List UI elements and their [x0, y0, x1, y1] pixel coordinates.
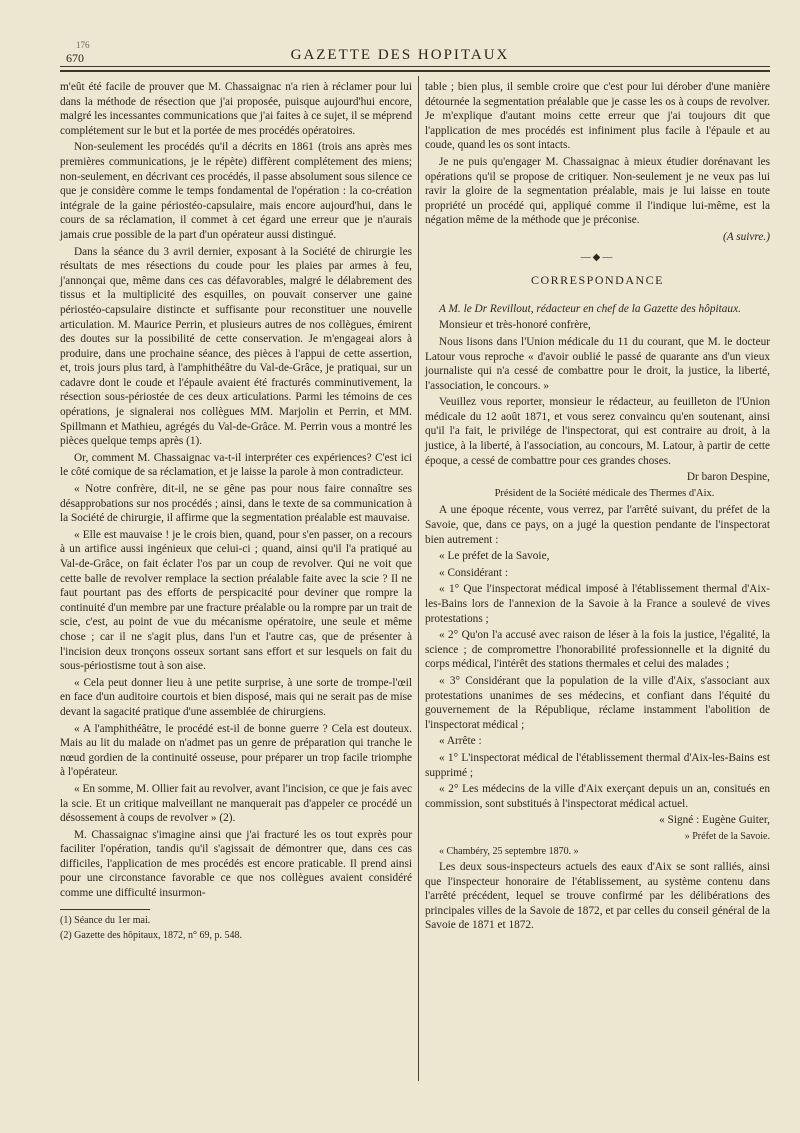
decree-line: « Le préfet de la Savoie, — [439, 550, 550, 563]
signature-name: Dr baron Despine, — [686, 471, 770, 484]
right-column — [425, 80, 770, 935]
to-follow-note: (A suivre.) — [722, 230, 770, 243]
decree-line: « 1° L'inspectorat médical de l'établissement thermal d'Aix-les-Bains est supprimé ; — [425, 751, 770, 779]
decree-signature-title: » Préfet de la Savoie. — [684, 830, 770, 842]
section-ornament: —◆— — [580, 251, 615, 263]
quote-paragraph: « Elle est mauvaise ! je le crois bien, quand, pour s'en passer, on a recours à un artifice aussi ingénieux que celui-ci ; quand, ainsi qu'il l'a pratiqué au Val-de-Grâce, on fait éclater l'os par un coup de revolver. Qui ne voit que cette balle de revolver remplace la section préalable faite avec la scie ? Il ne faut pourtant pas des efforts de perspicacité pour deviner que rompre la continuité d'un membre par une fracture préalable ou la rompre par un trait de scie, c'est, au point de vue du mécanisme opératoire, une seule et même chose ; car il ne s'agit plus, dans l'un et l'autre cas, que de présenter à l'incision deux tronçons osseux sortant sans effort et sur lesquels on fait du sous-périostisme tout à son aise. — [60, 528, 412, 673]
quote-paragraph: « A l'amphithéâtre, le procédé est-il de bonne guerre ? Cela est douteux. Mais au lit du malade on n'admet pas un genre de préparation qui tranche le nœud gordien de la continuité osseuse, pour préparer un trop facile triomphe à l'opérateur. — [60, 722, 412, 779]
paragraph: Or, comment M. Chassaignac va-t-il interpréter ces expériences? C'est ici le côté comique de sa réclamation, et je laisse la parole à mon contradicteur. — [60, 451, 412, 479]
decree-dateline: « Chambéry, 25 septembre 1870. » — [439, 845, 579, 857]
paragraph: A une époque récente, vous verrez, par l'arrêté suivant, du préfet de la Savoie, que, dans ce pays, on a jugé la question pendante de l'inspectorat bien autrement : — [425, 504, 770, 546]
paragraph: Les deux sous-inspecteurs actuels des eaux d'Aix se sont ralliés, ainsi que l'inspecteur honoraire de l'établissement, au système contenu dans l'arrêté précédent, lequel se trouve confirmé par les délibérations des principales villes de la Savoie de 1872, et par celles du conseil général de la Savoie de 1871 et 1872. — [425, 860, 770, 932]
decree-line: « 1° Que l'inspectorat médical imposé à l'établissement thermal d'Aix-les-Bains lors de l'annexion de la Savoie à la France a soulevé de vives protestations ; — [425, 583, 770, 625]
running-title: GAZETTE DES HOPITAUX — [290, 47, 510, 63]
paragraph: Nous lisons dans l'Union médicale du 11 du courant, que M. le docteur Latour vous reproche « d'avoir oublié le passé de quarante ans d'un vieux journaliste qui n'a cessé de combattre pour le droit, la justice, la liberté, l'association, le concours. » — [425, 335, 770, 392]
quote-paragraph: « En somme, M. Ollier fait au revolver, avant l'incision, ce que je fais avec la scie. Et un critique malveillant ne manquerait pas d'appeler ce procédé un désossement à coups de revolver » (2). — [60, 782, 412, 825]
left-column — [60, 80, 412, 944]
letter-address: A M. le Dr Revillout, rédacteur en chef de la Gazette des hôpitaux. — [439, 302, 741, 315]
paragraph: Non-seulement les procédés qu'il a décrits en 1861 (trois ans après mes premières communications, je le répète) diffèrent complétement des miens; non-seulement, en décrivant ces procédés, il passe absolument sous silence ce que je considère comme le temps fondamental de l'opération : la co-création intégrale de la gaine périostéo-capsulaire, mais encore aujourd'hui, dans le cours de sa réclamation, il commet à cet égard une erreur que je n'aurais jamais crue possible de la part d'un opérateur aussi distingué. — [60, 141, 412, 241]
column-divider — [418, 76, 419, 1081]
letter-salutation: Monsieur et très-honoré confrère, — [439, 319, 591, 332]
page-number-top: 176 — [76, 40, 90, 50]
quote-paragraph: « Notre confrère, dit-il, ne se gêne pas pour nous faire connaître ses désapprobations sur nos procédés ; ainsi, dans le texte de sa communication à la Société de chirurgie, il affirme que la segmentation préalable est mauvaise. — [60, 483, 412, 525]
section-title: CORRESPONDANCE — [530, 273, 665, 288]
decree-line: « Arrête : — [439, 735, 482, 748]
footnote: (1) Séance du 1er mai. — [60, 914, 151, 926]
paragraph: Je ne puis qu'engager M. Chassaignac à mieux étudier dorénavant les opérations qu'il se propose de critiquer. Non-seulement je ne veux pas lui ravir la gloire de la segmentation préalable, mais je lui laisse en toute propriété un procédé qui, appliqué comme il l'indique lui-même, est la négation même de la méthode que je préconise. — [425, 155, 770, 227]
paragraph: Veuillez vous reporter, monsieur le rédacteur, au feuilleton de l'Union médicale du 12 août 1871, et vous serez convaincu qu'en soutenant, ainsi qu'il l'a fait, le privilége de l'inspectorat, qui est contraire au droit, à la justice, à la liberté, à l'association, au concours, M. Latour, à partir de cette époque, a cessé de combattre pour ces grandes choses. — [425, 396, 770, 467]
signature-title: Président de la Société médicale des Thermes d'Aix. — [494, 487, 715, 499]
paragraph: table ; bien plus, il semble croire que c'est pour lui dérober d'une manière détournée la segmentation préalable que je casse les os à coups de revolver. Je m'explique d'autant moins cette erreur que j'ai toujours dit que l'application de mes procédés est infiniment plus facile à l'épaule et au coude, quand les os sont intacts. — [425, 81, 770, 152]
header-rule — [60, 66, 770, 67]
paragraph: m'eût été facile de prouver que M. Chassaignac n'a rien à réclamer pour lui dans la méthode de résection que j'ai proposée, puisque aujourd'hui encore, malgré les incessantes communications que j'ai faites à ce sujet, il se méprend complétement sur le but et la portée de mes procédés opératoires. — [60, 81, 412, 137]
decree-line: « 2° Qu'on l'a accusé avec raison de léser à la fois la justice, l'égalité, la science ; de compromettre l'honorabilité professionnelle et la dignité du corps médical, l'intérêt des stations thermales et celui des malades ; — [425, 629, 770, 671]
decree-line: « 3° Considérant que la population de la ville d'Aix, s'associant aux protestations unanimes de ses médecins, et confiant dans l'équité du gouvernement de la République, réclame instamment l'abolition de l'inspectorat médical ; — [425, 674, 770, 731]
paragraph: M. Chassaignac s'imagine ainsi que j'ai fracturé les os tout exprès pour faciliter l'opération, tandis qu'il s'agissait de démontrer que, dans ces cas difficiles, l'application de mes procédés est encore praticable. Il prend ainsi pour une circonstance favorable ce que nos collègues avaient considéré comme une difficulté insurmon- — [60, 828, 412, 900]
decree-line: « Considérant : — [439, 566, 509, 579]
footnote-rule — [60, 909, 150, 910]
quote-paragraph: « Cela peut donner lieu à une petite surprise, à une sorte de trompe-l'œil en face d'un auditoire courtois et bien disposé, mais qui ne serait pas de mise devant la sagacité pratique d'une assemblée de chirurgiens. — [60, 676, 412, 718]
paragraph: Dans la séance du 3 avril dernier, exposant à la Société de chirurgie les résultats de mes résections du coude pour les plaies par armes à feu, j'annonçai que, même dans ces cas défavorables, malgré le délabrement des tissus et la multiplicité des esquilles, on pouvait conserver une gaine périostéo-capsulaire distincte et suffisante pour reconstituer une nouvelle articulation. M. Maurice Perrin, et plusieurs autres de nos collègues, émirent des doutes sur la possibilité de cette conservation. Je m'engageai alors à produire, dans une prochaine séance, des pièces à l'appui de cette assertion, et, trois jours plus tard, à l'amphithéâtre du Val-de-Grâce, je pratiquai, sur un cadavre dont le coude et l'épaule avaient été fracturés comminutivement, la résection sous-périostée de ces deux articulations. Parmi les témoins de ces opérations, je signalerai nos collègues MM. Marjolin et Perrin, et MM. Spillmann et Mathieu, agrégés du Val-de-Grâce. M. Perrin vous a montré les pièces quelque temps après (1). — [60, 245, 412, 448]
header-rule-thick — [60, 70, 770, 72]
decree-signature: « Signé : Eugène Guiter, — [659, 814, 770, 827]
decree-line: « 2° Les médecins de la ville d'Aix exerçant depuis un an, consitués en commission, sont substitués à l'inspectorat médical actuel. — [425, 783, 770, 810]
footnote: (2) Gazette des hôpitaux, 1872, n° 69, p. 548. — [60, 929, 243, 941]
page-number: 670 — [66, 51, 84, 65]
